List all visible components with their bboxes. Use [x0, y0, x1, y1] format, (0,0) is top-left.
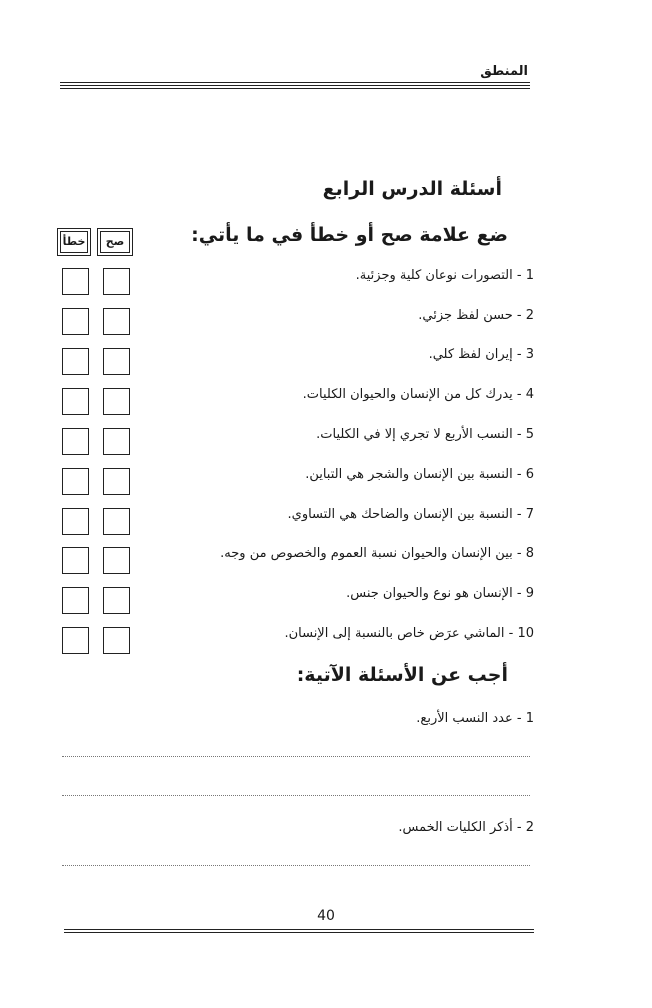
- false-checkbox[interactable]: [62, 308, 89, 335]
- true-checkbox[interactable]: [103, 468, 130, 495]
- true-false-instruction: ضع علامة صح أو خطأ في ما يأتي:: [191, 224, 508, 246]
- true-checkbox[interactable]: [103, 348, 130, 375]
- lesson-questions-title: أسئلة الدرس الرابع: [322, 178, 502, 200]
- question-item: 1 - عدد النسب الأربع.: [416, 711, 534, 726]
- header-rule: [60, 85, 530, 86]
- true-false-item: 9 - الإنسان هو نوع والحيوان جنس.: [346, 586, 534, 601]
- column-header-false: خطأ: [60, 231, 88, 253]
- true-false-item: 5 - النسب الأربع لا تجري إلا في الكليات.: [316, 427, 534, 442]
- true-checkbox[interactable]: [103, 308, 130, 335]
- true-false-item: 1 - التصورات نوعان كلية وجزئية.: [355, 268, 534, 283]
- answer-line[interactable]: [62, 795, 530, 796]
- false-checkbox[interactable]: [62, 547, 89, 574]
- page-number: 40: [317, 908, 335, 924]
- true-false-item: 4 - يدرك كل من الإنسان والحيوان الكليات.: [302, 387, 534, 402]
- true-false-item: 6 - النسبة بين الإنسان والشجر هي التباين.: [305, 467, 534, 482]
- short-answer-title: أجب عن الأسئلة الآتية:: [296, 664, 508, 686]
- true-checkbox[interactable]: [103, 547, 130, 574]
- true-checkbox[interactable]: [103, 627, 130, 654]
- true-checkbox[interactable]: [103, 268, 130, 295]
- running-header-title: المنطق: [480, 64, 528, 79]
- answer-line[interactable]: [62, 756, 530, 757]
- false-checkbox[interactable]: [62, 428, 89, 455]
- false-checkbox[interactable]: [62, 268, 89, 295]
- false-checkbox[interactable]: [62, 348, 89, 375]
- footer-rule: [64, 932, 534, 933]
- false-checkbox[interactable]: [62, 468, 89, 495]
- true-false-item: 2 - حسن لفظ جزئي.: [418, 308, 534, 323]
- footer-rule: [64, 929, 534, 930]
- false-checkbox[interactable]: [62, 508, 89, 535]
- false-checkbox[interactable]: [62, 627, 89, 654]
- question-item: 2 - أذكر الكليات الخمس.: [398, 820, 534, 835]
- answer-line[interactable]: [62, 865, 530, 866]
- true-checkbox[interactable]: [103, 428, 130, 455]
- column-header-true: صح: [100, 231, 130, 253]
- true-checkbox[interactable]: [103, 508, 130, 535]
- false-checkbox[interactable]: [62, 587, 89, 614]
- true-false-item: 3 - إيران لفظ كلي.: [428, 347, 534, 362]
- header-rule: [60, 82, 530, 83]
- header-rule: [60, 88, 530, 89]
- true-false-item: 7 - النسبة بين الإنسان والضاحك هي التساوي.: [287, 507, 534, 522]
- true-checkbox[interactable]: [103, 388, 130, 415]
- true-false-item: 10 - الماشي عرَض خاص بالنسبة إلى الإنسان.: [284, 626, 534, 641]
- false-checkbox[interactable]: [62, 388, 89, 415]
- true-checkbox[interactable]: [103, 587, 130, 614]
- true-false-item: 8 - بين الإنسان والحيوان نسبة العموم والخصوص من وجه.: [220, 546, 534, 561]
